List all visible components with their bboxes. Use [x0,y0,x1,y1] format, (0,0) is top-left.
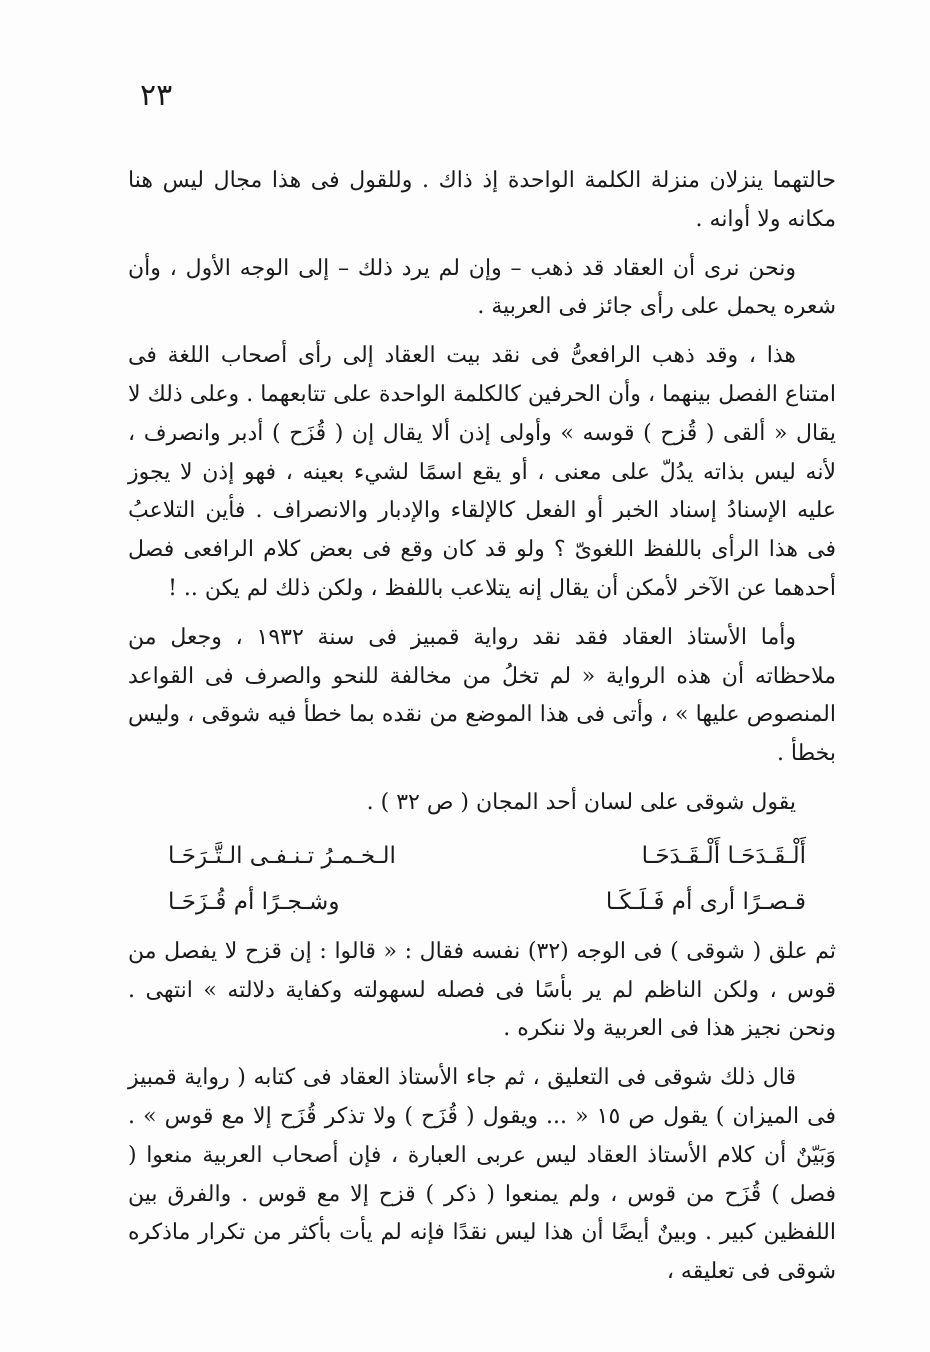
body-text [128,162,836,1302]
poem-verse [128,833,836,925]
paragraph-1: حالتهما ينزلان منزلة الكلمة الواحدة إذ ذاك . وللقول فى هذا مجال ليس هنا مكانه ولا أوانه . [128,168,836,232]
verse-2-first-hemistich: قـصـرًا أرى أم فَـلَـكَـا [605,888,806,915]
verse-2-second-hemistich: وشـجـرًا أم قُـزَحَـا [168,888,340,915]
verse-intro: يقول شوقى على لسان أحد المجان ( ص ٣٢ ) . [366,789,796,815]
paragraph-6: قال ذلك شوقى فى التعليق ، ثم جاء الأستاذ العقاد فى كتابه ( رواية قمبيز فى الميزان ) يقول ص ١٥ « ... ويقول ( قُزَح ) ولا تذكر قُزَح إلا مع قوس » . وَبَيّنٌ أن كلام الأستاذ العقاد ليس عربى العبارة ، فإن أصحاب العربية منعوا ( فصل ) قُزَح من قوس ، ولم يمنعوا ( ذكر ) قزح إلا مع قوس . والفرق بين اللفظين كبير . وبينٌ أيضًا أن هذا ليس نقدًا فإنه لم يأت بأكثر من تكرار ماذكره شوقى فى تعليقه ، [128,1065,836,1285]
page-number: ٢٣ [140,78,173,113]
paragraph-4: وأما الأستاذ العقاد فقد نقد رواية قمبيز فى سنة ١٩٣٢ ، وجعل من ملاحظاته أن هذه الرواية « لم تخلُ من مخالفة للنحو والصرف فى القواعد المنصوص عليها » ، وأتى فى هذا الموضع من نقده بما خطأ فيه شوقى ، وليس بخطأ . [128,624,836,767]
paragraph-3: هذا ، وقد ذهب الرافعىُّ فى نقد بيت العقاد إلى رأى أصحاب اللغة فى امتناع الفصل بينهما ، وأن الحرفين كالكلمة الواحدة على تتابعهما . وعلى ذلك لا يقال « ألقى ( قُزح ) قوسه » وأولى إذن ألا يقال إن ( قُزَح ) أدبر وانصرف ، لأنه ليس بذاته يدُلّ على معنى ، أو يقع اسمًا لشيء بعينه ، فهو إذن لا يجوز عليه الإسنادُ إسناد الخبر أو الفعل كالإلقاء والإدبار والانصراف . فأين التلاعبُ فى هذا الرأى باللفظ اللغوىّ ؟ ولو قد كان وقع فى بعض كلام الرافعى فصل أحدهما عن الآخر لأمكن أن يقال إنه يتلاعب باللفظ ، ولكن ذلك لم يكن .. ! [128,343,836,601]
verse-line-1 [128,833,836,879]
paragraph-5: ثم علق ( شوقى ) فى الوجه (٣٢) نفسه فقال : « قالوا : إن قزح لا يفصل من قوس ، ولكن الناظم لم ير بأسًا فى فصله لسهولته وكفاية دلالته » انتهى . ونحن نجيز هذا فى العربية ولا ننكره . [128,938,836,1042]
verse-1-first-hemistich: أَلْـقَـدَحَـا أَلْـقَـدَحَـا [641,842,806,869]
verse-line-2 [128,879,836,925]
verse-1-second-hemistich: الـخـمـرُ تـنـفـى الـتَّـرَحَـا [168,842,396,869]
paragraph-2: ونحن نرى أن العقاد قد ذهب – وإن لم يرد ذلك – إلى الوجه الأول ، وأن شعره يحمل على رأى جائز فى العربية . [128,255,836,320]
